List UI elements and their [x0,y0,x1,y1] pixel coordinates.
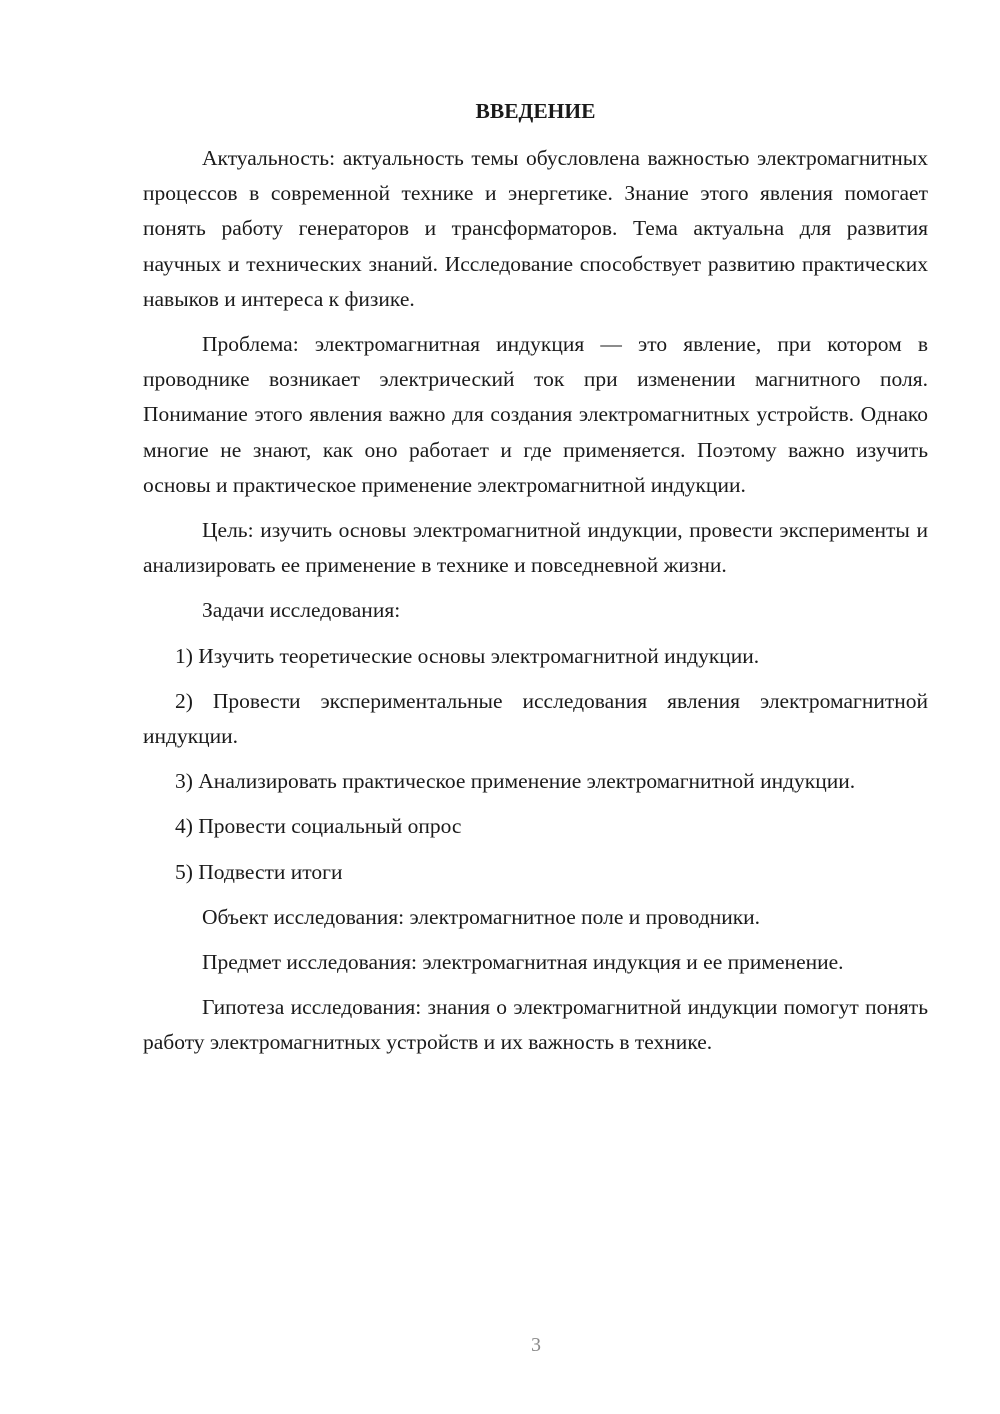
task-item-1: 1) Изучить теоретические основы электромагнитной индукции. [175,643,760,668]
section-title: ВВЕДЕНИЕ [475,99,596,123]
task-item-2: 2) Провести экспериментальные исследования явления электромагнитной индукции. [143,688,928,749]
paragraph-goal: Цель: изучить основы электромагнитной индукции, провести эксперименты и анализировать ее применение в технике и повседневной жизни. [143,518,928,578]
paragraph-object: Объект исследования: электромагнитное поле и проводники. [202,904,761,929]
paragraph-relevance: Актуальность: актуальность темы обусловлена важностью электромагнитных процессов в современной технике и энергетике. Знание этого явления помогает понять работу генераторов и трансформаторов. Тема актуальна для развития научных и технических знаний. Исследование способствует развитию практических навыков и интереса к физике. [143,146,928,311]
task-item-5: 5) Подвести итоги [175,859,343,884]
task-item-3: 3) Анализировать практическое применение электромагнитной индукции. [175,769,856,794]
paragraph-problem: Проблема: электромагнитная индукция — это явление, при котором в проводнике возникает электрический ток при изменении магнитного поля. Понимание этого явления важно для создания электромагнитных устройств. Однако многие не знают, как оно работает и где применяется. Поэтому важно изучить основы и практическое применение электромагнитной индукции. [143,332,928,497]
document-body [143,94,928,1071]
task-item-4: 4) Провести социальный опрос [175,814,462,839]
tasks-heading: Задачи исследования: [202,598,401,623]
page-number: 3 [531,1334,541,1356]
paragraph-subject: Предмет исследования: электромагнитная индукция и ее применение. [202,950,844,975]
paragraph-hypothesis: Гипотеза исследования: знания о электромагнитной индукции помогут понять работу электромагнитных устройств и их важность в технике. [143,995,928,1055]
